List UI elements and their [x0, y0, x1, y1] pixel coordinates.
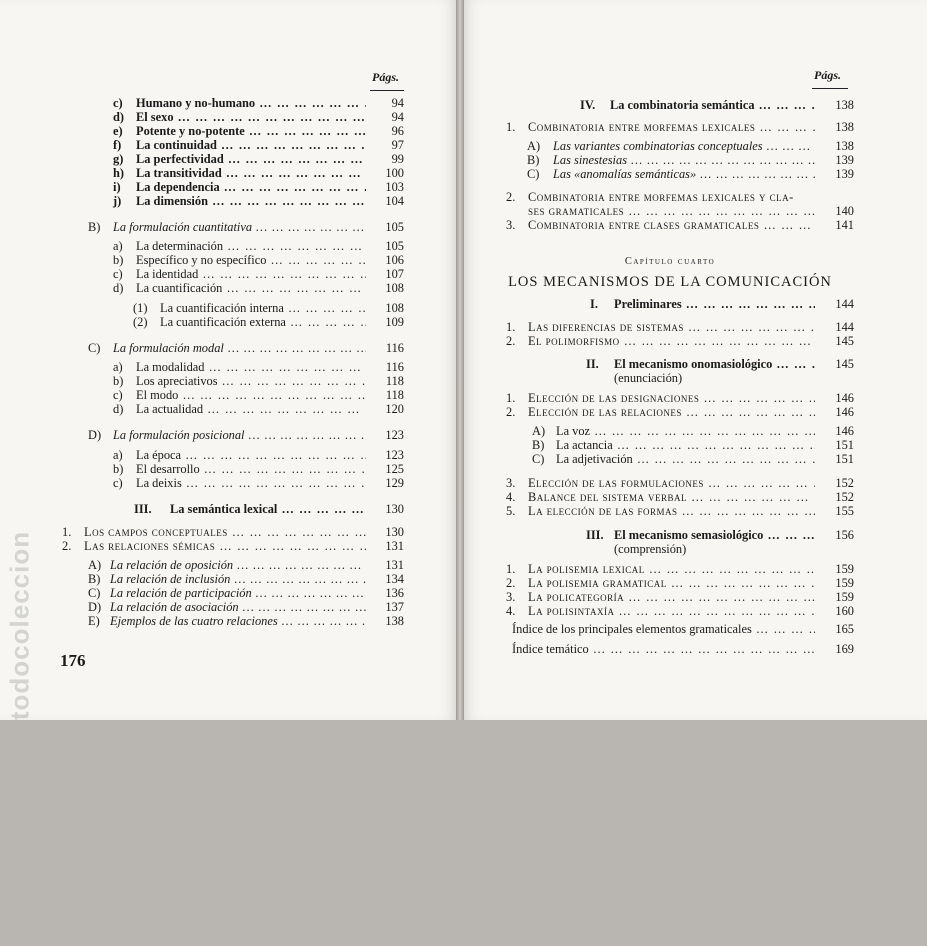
toc-entry-title: La perfectividad … … … … … … … … … … … … … … … … … … … … … … … … … … … … … … — [136, 152, 366, 166]
toc-entry-label: c) — [113, 388, 123, 402]
toc-entry-label: (2) — [133, 315, 148, 329]
toc-entry-page: 151 — [835, 452, 854, 466]
toc-entry-label: C) — [532, 452, 545, 466]
toc-entry-title: La voz … … … … … … … … … … … … … … … … … … … … … … … … … … … … … … — [556, 424, 815, 438]
toc-entry-page: 144 — [835, 320, 854, 334]
toc-entry-title: El mecanismo onomasiológico … … … … … … … … … … … … … … … … … … … … … … … … … … … … … … — [614, 357, 815, 371]
toc-entry-label: 2. — [506, 576, 516, 590]
toc-entry-page: 123 — [385, 428, 404, 442]
toc-entry-title: La elección de las formas … … … … … … … … … … … … … … … … … … … … … … … … … … … … … … — [528, 504, 815, 518]
toc-entry-label: 3. — [506, 590, 516, 604]
toc-entry-label: 4. — [506, 604, 516, 618]
toc-entry-title: La relación de asociación … … … … … … … … … … … … … … … … … … … … … … … … … … … … … … — [110, 600, 366, 614]
toc-entry-page: 136 — [385, 586, 404, 600]
toc-entry-title: La época … … … … … … … … … … … … … … … … … … … … … … … … … … … … … … — [136, 448, 366, 462]
toc-entry-page: 134 — [385, 572, 404, 586]
toc-entry-page: 138 — [835, 120, 854, 134]
toc-entry-label: e) — [113, 124, 123, 138]
toc-entry-title: La deixis … … … … … … … … … … … … … … … … … … … … … … … … … … … … … … — [136, 476, 366, 490]
toc-entry-label: A) — [527, 139, 541, 153]
toc-entry-label: 2. — [506, 334, 516, 348]
toc-entry-label: 2. — [506, 190, 516, 204]
toc-entry-title: Elección de las designaciones … … … … … … … … … … … … … … … … … … … … … … … … … … … … … … — [528, 391, 815, 405]
toc-entry-page: 129 — [385, 476, 404, 490]
toc-entry-title: La continuidad … … … … … … … … … … … … … … … … … … … … … … … … … … … … … … — [136, 138, 366, 152]
watermark: todocoleccion — [4, 530, 35, 721]
toc-entry-page: 100 — [385, 166, 404, 180]
toc-entry-page: 94 — [391, 110, 404, 124]
toc-entry-title: La polisemia lexical … … … … … … … … … … … … … … … … … … … … … … … … … … … … … … — [528, 562, 815, 576]
toc-entry-page: 138 — [835, 139, 854, 153]
toc-entry-title: Las relaciones sémicas … … … … … … … … … … … … … … … … … … … … … … … … … … … … … … — [84, 539, 366, 553]
toc-entry-label: 5. — [506, 504, 516, 518]
toc-entry-page: 123 — [385, 448, 404, 462]
header-rule-right — [812, 88, 848, 89]
toc-entry-label: I. — [590, 297, 598, 311]
toc-entry-label: 1. — [506, 391, 516, 405]
toc-entry-title: Combinatoria entre morfemas lexicales … … … … … … … … … … … … … … … … … … … … … … … … … … … … … … — [528, 120, 815, 134]
toc-entry-title: El desarrollo … … … … … … … … … … … … … … … … … … … … … … … … … … … … … … — [136, 462, 366, 476]
toc-entry-page: 151 — [835, 438, 854, 452]
toc-entry-label: C) — [88, 341, 101, 355]
toc-entry-label: f) — [113, 138, 122, 152]
toc-entry-label: 2. — [506, 405, 516, 419]
toc-entry-title: Balance del sistema verbal … … … … … … … … … … … … … … … … … … … … … … … … … … … … … … — [528, 490, 815, 504]
toc-entry-title: La semántica lexical … … … … … … … … … … … … … … … … … … … … … … … … … … … … … … — [170, 502, 366, 516]
toc-entry-page: 96 — [391, 124, 404, 138]
toc-entry-page: 145 — [835, 334, 854, 348]
toc-entry-title: La actualidad … … … … … … … … … … … … … … … … … … … … … … … … … … … … … … — [136, 402, 366, 416]
toc-entry-label: IV. — [580, 98, 596, 112]
toc-entry-label: a) — [113, 448, 123, 462]
toc-entry-label: B) — [532, 438, 545, 452]
toc-entry-page: 152 — [835, 490, 854, 504]
toc-entry-label: c) — [113, 267, 123, 281]
toc-entry-page: 169 — [835, 642, 854, 656]
toc-entry-title: El modo … … … … … … … … … … … … … … … … … … … … … … … … … … … … … … — [136, 388, 366, 402]
toc-entry-title: La formulación modal … … … … … … … … … … … … … … … … … … … … … … … … … … … … … … — [113, 341, 366, 355]
toc-entry-page: 138 — [835, 98, 854, 112]
pags-label-right: Págs. — [814, 68, 841, 82]
toc-entry-page: 109 — [385, 315, 404, 329]
toc-entry-title: El mecanismo semasiológico … … … … … … … … … … … … … … … … … … … … … … … … … … … … … … — [614, 528, 815, 542]
toc-entry-label: c) — [113, 96, 123, 110]
toc-entry-label: A) — [88, 558, 102, 572]
chapter-title: LOS MECANISMOS DE LA COMUNICACIÓN — [508, 274, 832, 290]
toc-entry-title: La combinatoria semántica … … … … … … … … … … … … … … … … … … … … … … … … … … … … … … — [610, 98, 815, 112]
toc-entry-title: La cuantificación interna … … … … … … … … … … … … … … … … … … … … … … … … … … … … … … — [160, 301, 366, 315]
toc-entry-title: Combinatoria entre clases gramaticales … … … … … … … … … … … … … … … … … … … … … … … … … … … … … … — [528, 218, 815, 232]
toc-entry-label: h) — [113, 166, 125, 180]
toc-entry-page: 94 — [391, 96, 404, 110]
toc-entry-page: 139 — [835, 153, 854, 167]
toc-entry-label: 4. — [506, 490, 516, 504]
toc-entry-title: La cuantificación … … … … … … … … … … … … … … … … … … … … … … … … … … … … … … — [136, 281, 366, 295]
toc-entry-label: 3. — [506, 218, 516, 232]
book-gutter — [456, 0, 464, 720]
toc-entry-page: 156 — [835, 528, 854, 542]
toc-entry-title: La relación de oposición … … … … … … … … … … … … … … … … … … … … … … … … … … … … … … — [110, 558, 366, 572]
toc-entry-label: 2. — [62, 539, 72, 553]
toc-entry-page: 155 — [835, 504, 854, 518]
toc-entry-label: 1. — [506, 120, 516, 134]
toc-entry-label: (1) — [133, 301, 148, 315]
toc-entry-title: Las «anomalías semánticas» … … … … … … … … … … … … … … … … … … … … … … … … … … … … … … — [553, 167, 815, 181]
toc-entry-title: La formulación cuantitativa … … … … … … … … … … … … … … … … … … … … … … … … … … … … … … — [113, 220, 366, 234]
toc-entry-page: 145 — [835, 357, 854, 371]
toc-entry-title: El sexo … … … … … … … … … … … … … … … … … … … … … … … … … … … … … … — [136, 110, 366, 124]
toc-entry-label: C) — [527, 167, 540, 181]
toc-entry-title: La cuantificación externa … … … … … … … … … … … … … … … … … … … … … … … … … … … … … … — [160, 315, 366, 329]
toc-entry-page: 104 — [385, 194, 404, 208]
toc-entry-page: 107 — [385, 267, 404, 281]
toc-entry-title: La identidad … … … … … … … … … … … … … … … … … … … … … … … … … … … … … … — [136, 267, 366, 281]
toc-entry-page: 137 — [385, 600, 404, 614]
toc-entry-page: 140 — [835, 204, 854, 218]
toc-entry-label: d) — [113, 110, 125, 124]
toc-entry-label: a) — [113, 239, 123, 253]
toc-entry-label: III. — [134, 502, 152, 516]
toc-entry-label: II. — [586, 357, 599, 371]
toc-entry-page: 146 — [835, 391, 854, 405]
pags-label-left: Págs. — [372, 70, 399, 84]
toc-entry-page: 108 — [385, 281, 404, 295]
toc-entry-label: III. — [586, 528, 604, 542]
toc-entry-label: b) — [113, 462, 124, 476]
toc-entry-title: La modalidad … … … … … … … … … … … … … … … … … … … … … … … … … … … … … … — [136, 360, 366, 374]
toc-entry-title: El polimorfismo … … … … … … … … … … … … … … … … … … … … … … … … … … … … … … — [528, 334, 815, 348]
toc-entry-page: 146 — [835, 424, 854, 438]
toc-entry-page: 138 — [385, 614, 404, 628]
toc-entry-label: C) — [88, 586, 101, 600]
toc-entry-title: Los campos conceptuales … … … … … … … … … … … … … … … … … … … … … … … … … … … … … … — [84, 525, 366, 539]
page-number-left: 176 — [60, 651, 86, 670]
toc-entry-page: 103 — [385, 180, 404, 194]
toc-entry-page: 159 — [835, 590, 854, 604]
toc-entry-page: 118 — [385, 388, 404, 402]
toc-entry-title: Índice de los principales elementos gramaticales … … … … … … … … … … … … … … … … … … … … … … … … … … … … … … — [512, 622, 815, 636]
toc-entry-title: Potente y no-potente … … … … … … … … … … … … … … … … … … … … … … … … … … … … … … — [136, 124, 366, 138]
toc-entry-title: Las diferencias de sistemas … … … … … … … … … … … … … … … … … … … … … … … … … … … … … … — [528, 320, 815, 334]
toc-entry-title: La transitividad … … … … … … … … … … … … … … … … … … … … … … … … … … … … … … — [136, 166, 366, 180]
toc-entry-page: 130 — [385, 502, 404, 516]
toc-entry-title: La relación de inclusión … … … … … … … … … … … … … … … … … … … … … … … … … … … … … … — [110, 572, 366, 586]
toc-entry-title: Ejemplos de las cuatro relaciones … … … … … … … … … … … … … … … … … … … … … … … … … … … … … … — [110, 614, 366, 628]
toc-entry-page: 131 — [385, 539, 404, 553]
toc-entry-label: c) — [113, 476, 123, 490]
toc-entry-page: 165 — [835, 622, 854, 636]
toc-entry-label: 1. — [506, 562, 516, 576]
toc-entry-title: Humano y no-humano … … … … … … … … … … … … … … … … … … … … … … … … … … … … … … — [136, 96, 366, 110]
toc-entry-label: 1. — [62, 525, 72, 539]
toc-entry-label: 3. — [506, 476, 516, 490]
toc-entry-title: Combinatoria entre morfemas lexicales y cla- — [528, 190, 794, 204]
toc-entry-title: La adjetivación … … … … … … … … … … … … … … … … … … … … … … … … … … … … … … — [556, 452, 815, 466]
toc-entry-page: 146 — [835, 405, 854, 419]
header-rule-left — [370, 90, 404, 91]
toc-entry-label: B) — [88, 220, 101, 234]
toc-entry-label: g) — [113, 152, 124, 166]
toc-entry-title: Específico y no específico … … … … … … … … … … … … … … … … … … … … … … … … … … … … … … — [136, 253, 366, 267]
toc-entry-title: La policategoría … … … … … … … … … … … … … … … … … … … … … … … … … … … … … … — [528, 590, 815, 604]
toc-entry-title: Índice temático … … … … … … … … … … … … … … … … … … … … … … … … … … … … … … — [512, 642, 815, 656]
toc-entry-label: a) — [113, 360, 123, 374]
toc-entry-page: 105 — [385, 220, 404, 234]
toc-entry-title: La polisintaxía … … … … … … … … … … … … … … … … … … … … … … … … … … … … … … — [528, 604, 815, 618]
toc-entry-title: (enunciación) — [614, 371, 683, 385]
toc-entry-label: b) — [113, 253, 124, 267]
toc-entry-title: La actancia … … … … … … … … … … … … … … … … … … … … … … … … … … … … … … — [556, 438, 815, 452]
toc-entry-page: 144 — [835, 297, 854, 311]
toc-entry-title: La determinación … … … … … … … … … … … … … … … … … … … … … … … … … … … … … … — [136, 239, 366, 253]
toc-entry-page: 160 — [835, 604, 854, 618]
toc-entry-page: 159 — [835, 562, 854, 576]
toc-entry-page: 141 — [835, 218, 854, 232]
toc-entry-label: b) — [113, 374, 124, 388]
toc-entry-title: Preliminares … … … … … … … … … … … … … … … … … … … … … … … … … … … … … … — [614, 297, 815, 311]
toc-entry-label: B) — [88, 572, 101, 586]
toc-entry-label: D) — [88, 428, 102, 442]
toc-entry-page: 139 — [835, 167, 854, 181]
toc-entry-page: 99 — [391, 152, 404, 166]
toc-entry-title: La polisemia gramatical … … … … … … … … … … … … … … … … … … … … … … … … … … … … … … — [528, 576, 815, 590]
toc-entry-page: 120 — [385, 402, 404, 416]
toc-entry-label: A) — [532, 424, 546, 438]
toc-entry-label: B) — [527, 153, 540, 167]
toc-entry-page: 116 — [385, 360, 404, 374]
toc-entry-title: Las variantes combinatorias conceptuales … … … … … … … … … … … … … … … … … … … … … … … … … … … … … … — [553, 139, 815, 153]
toc-entry-label: d) — [113, 402, 124, 416]
toc-entry-label: j) — [113, 194, 122, 208]
toc-entry-page: 108 — [385, 301, 404, 315]
toc-entry-title: Elección de las formulaciones … … … … … … … … … … … … … … … … … … … … … … … … … … … … … … — [528, 476, 815, 490]
toc-entry-page: 130 — [385, 525, 404, 539]
toc-entry-page: 159 — [835, 576, 854, 590]
toc-entry-title: La relación de participación … … … … … … … … … … … … … … … … … … … … … … … … … … … … … … — [110, 586, 366, 600]
toc-entry-title: La dimensión … … … … … … … … … … … … … … … … … … … … … … … … … … … … … … — [136, 194, 366, 208]
toc-entry-title: La formulación posicional … … … … … … … … … … … … … … … … … … … … … … … … … … … … … … — [113, 428, 366, 442]
toc-entry-page: 97 — [391, 138, 404, 152]
toc-entry-title: Elección de las relaciones … … … … … … … … … … … … … … … … … … … … … … … … … … … … … … — [528, 405, 815, 419]
toc-entry-title: La dependencia … … … … … … … … … … … … … … … … … … … … … … … … … … … … … … — [136, 180, 366, 194]
toc-entry-title: ses gramaticales … … … … … … … … … … … … … … … … … … … … … … … … … … … … … … — [528, 204, 815, 218]
toc-entry-page: 152 — [835, 476, 854, 490]
toc-entry-page: 105 — [385, 239, 404, 253]
toc-entry-title: (comprensión) — [614, 542, 687, 556]
toc-entry-title: Los apreciativos … … … … … … … … … … … … … … … … … … … … … … … … … … … … … … — [136, 374, 366, 388]
toc-entry-label: 1. — [506, 320, 516, 334]
toc-entry-page: 116 — [385, 341, 404, 355]
toc-entry-page: 131 — [385, 558, 404, 572]
toc-entry-page: 125 — [385, 462, 404, 476]
toc-entry-page: 106 — [385, 253, 404, 267]
toc-entry-title: Las sinestesias … … … … … … … … … … … … … … … … … … … … … … … … … … … … … … — [553, 153, 815, 167]
toc-entry-label: D) — [88, 600, 102, 614]
toc-entry-label: E) — [88, 614, 100, 628]
toc-entry-page: 118 — [385, 374, 404, 388]
toc-entry-label: i) — [113, 180, 121, 194]
chapter-label: Capítulo cuarto — [624, 256, 716, 267]
toc-entry-label: d) — [113, 281, 124, 295]
